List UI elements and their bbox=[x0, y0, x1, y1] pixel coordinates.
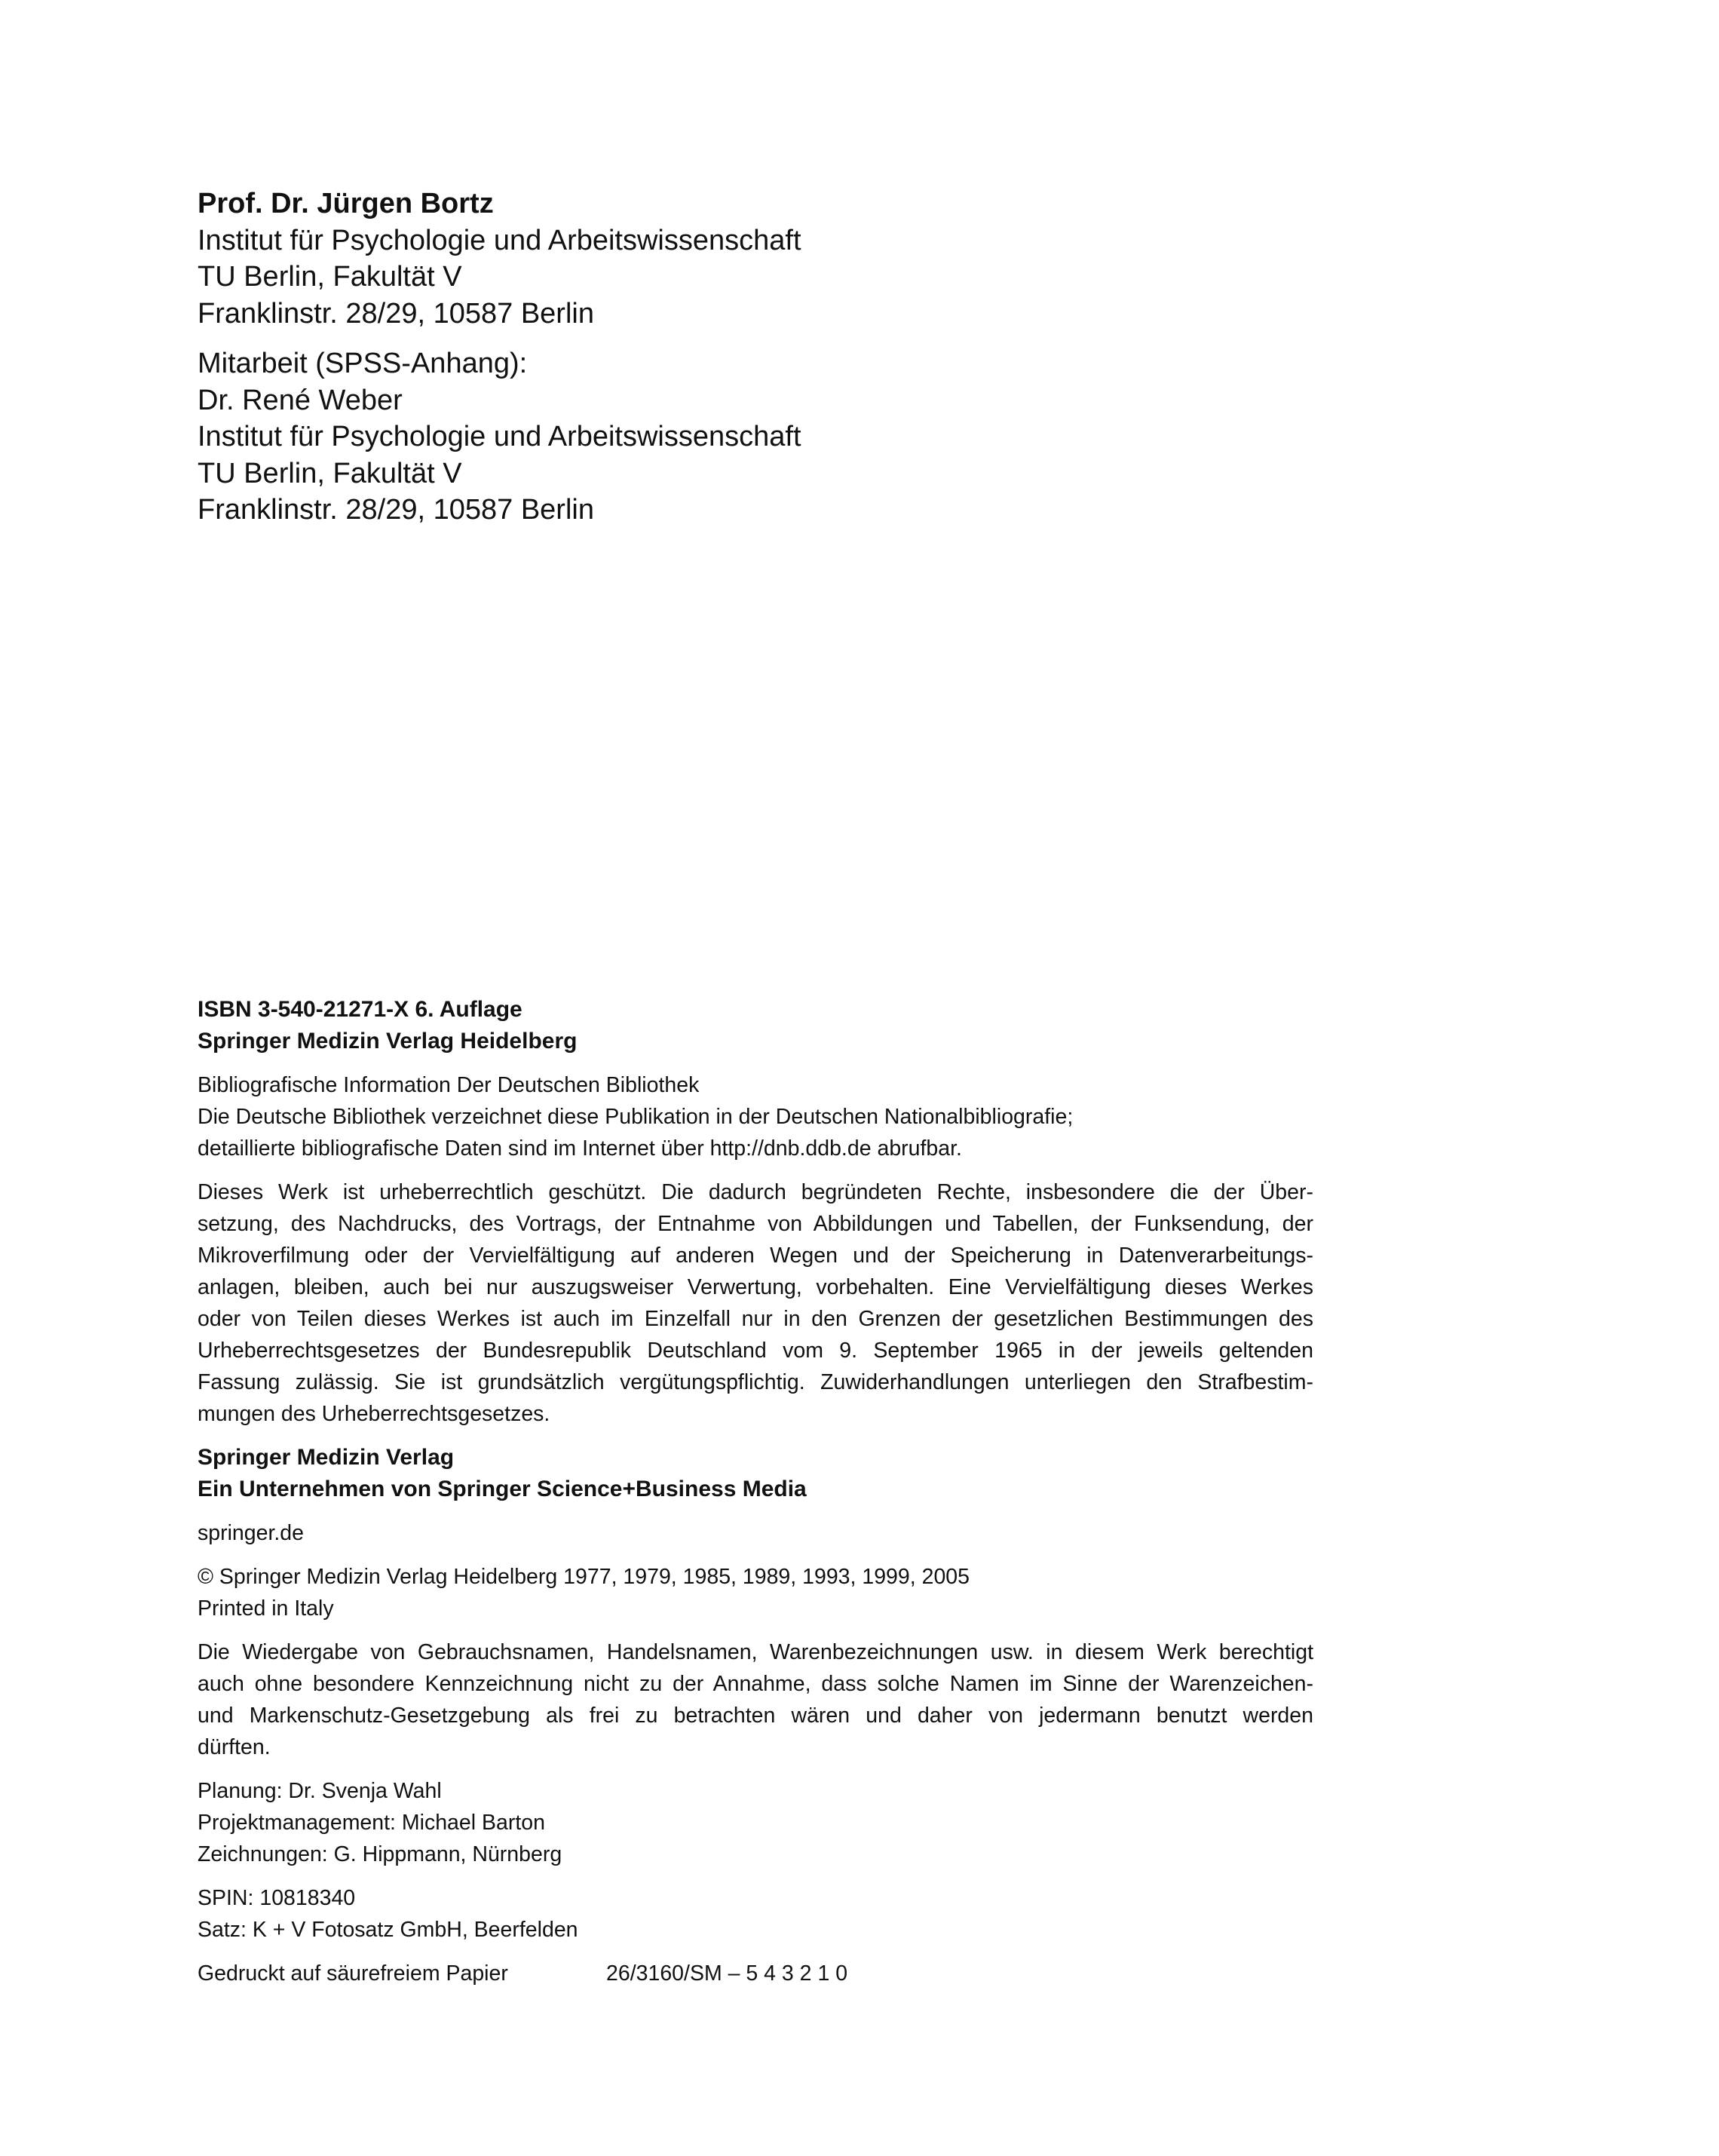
publisher-website: springer.de bbox=[198, 1521, 305, 1545]
publisher-name: Springer Medizin Verlag bbox=[198, 1445, 455, 1470]
planning-credit: Planung: Dr. Svenja Wahl bbox=[198, 1779, 442, 1803]
print-code: 26/3160/SM – 5 4 3 2 1 0 bbox=[606, 1961, 848, 1986]
spin-number: SPIN: 10818340 bbox=[198, 1886, 356, 1910]
collaborator-role: Mitarbeit (SPSS-Anhang): bbox=[198, 348, 528, 379]
trademark-line: auch ohne besondere Kennzeichnung nicht zu der Annahme, dass solche Namen im Sinne der Warenzeichen- bbox=[198, 1672, 1313, 1696]
publisher-city-line: Springer Medizin Verlag Heidelberg bbox=[198, 1029, 578, 1053]
author-name: Prof. Dr. Jürgen Bortz bbox=[198, 188, 494, 219]
copyright-line: Urheberrechtsgesetzes der Bundesrepublik Deutschland vom 9. September 1965 in der jeweils geltenden bbox=[198, 1339, 1313, 1363]
copyright-line: Dieses Werk ist urheberrechtlich geschützt. Die dadurch begründeten Rechte, insbesondere die der Über- bbox=[198, 1180, 1313, 1204]
publisher-group: Ein Unternehmen von Springer Science+Business Media bbox=[198, 1477, 807, 1501]
publisher-info bbox=[198, 1442, 1313, 1505]
biblio-line: Bibliografische Information Der Deutschen Bibliothek bbox=[198, 1073, 700, 1097]
copyright-notice: © Springer Medizin Verlag Heidelberg 1977, 1979, 1985, 1989, 1993, 1999, 2005 bbox=[198, 1565, 970, 1589]
copyright-line: Fassung zulässig. Sie ist grundsätzlich vergütungspflichtig. Zuwiderhandlungen unterliegen den Strafbestim- bbox=[198, 1370, 1313, 1394]
drawings-credit: Zeichnungen: G. Hippmann, Nürnberg bbox=[198, 1842, 562, 1866]
copyright-line: mungen des Urheberrechtsgesetzes. bbox=[198, 1402, 550, 1426]
copyright-notice-block bbox=[198, 1561, 1313, 1624]
imprint-block bbox=[198, 994, 1313, 1989]
paper-note: Gedruckt auf säurefreiem Papier bbox=[198, 1961, 508, 1986]
copyright-line: anlagen, bleiben, auch bei nur auszugsweiser Verwertung, vorbehalten. Eine Vervielfältigung dieses Werkes bbox=[198, 1275, 1313, 1299]
typesetting-credit: Satz: K + V Fotosatz GmbH, Beerfelden bbox=[198, 1918, 578, 1942]
collaborator-institute: Institut für Psychologie und Arbeitswissenschaft bbox=[198, 421, 801, 452]
author-institute: Institut für Psychologie und Arbeitswissenschaft bbox=[198, 224, 801, 256]
printed-in: Printed in Italy bbox=[198, 1596, 334, 1621]
trademark-line: dürften. bbox=[198, 1735, 271, 1759]
collaborator-faculty: TU Berlin, Fakultät V bbox=[198, 457, 462, 489]
credits bbox=[198, 1775, 1313, 1870]
collaborator-address: Franklinstr. 28/29, 10587 Berlin bbox=[198, 494, 594, 526]
copyright-statement bbox=[198, 1176, 1313, 1430]
author-block bbox=[198, 186, 1253, 529]
trademark-line: Die Wiedergabe von Gebrauchsnamen, Handelsnamen, Warenbezeichnungen usw. in diesem Werk berechtigt bbox=[198, 1640, 1313, 1664]
copyright-line: setzung, des Nachdrucks, des Vortrags, der Entnahme von Abbildungen und Tabellen, der Funksendung, der bbox=[198, 1212, 1313, 1236]
trademark-statement bbox=[198, 1636, 1313, 1763]
copyright-line: Mikroverfilmung oder der Vervielfältigung auf anderen Wegen und der Speicherung in Datenverarbeitungs- bbox=[198, 1244, 1313, 1268]
copyright-line: oder von Teilen dieses Werkes ist auch im Einzelfall nur in den Grenzen der gesetzlichen Bestimmungen des bbox=[198, 1307, 1313, 1331]
production-info bbox=[198, 1882, 1313, 1946]
biblio-line: detaillierte bibliografische Daten sind im Internet über http://dnb.ddb.de abrufbar. bbox=[198, 1136, 962, 1161]
project-management-credit: Projektmanagement: Michael Barton bbox=[198, 1811, 545, 1835]
print-line bbox=[198, 1958, 1313, 1989]
bibliographic-info bbox=[198, 1069, 1313, 1164]
biblio-line: Die Deutsche Bibliothek verzeichnet diese Publikation in der Deutschen Nationalbibliografie; bbox=[198, 1105, 1074, 1129]
author-address: Franklinstr. 28/29, 10587 Berlin bbox=[198, 297, 594, 330]
isbn-line: ISBN 3-540-21271-X 6. Auflage bbox=[198, 997, 522, 1022]
author-faculty: TU Berlin, Fakultät V bbox=[198, 261, 462, 293]
trademark-line: und Markenschutz-Gesetzgebung als frei zu betrachten wären und daher von jedermann benutzt werden bbox=[198, 1704, 1313, 1728]
collaborator-name: Dr. René Weber bbox=[198, 384, 403, 416]
